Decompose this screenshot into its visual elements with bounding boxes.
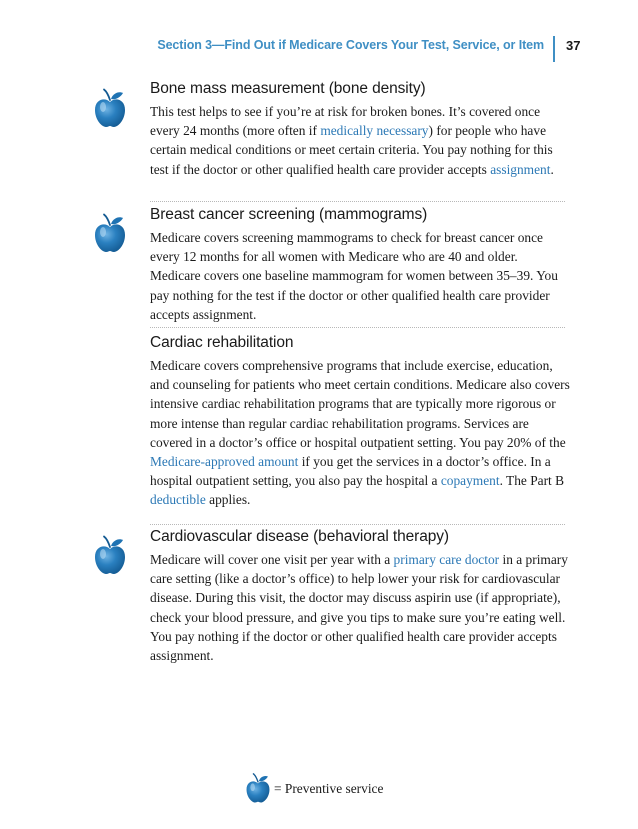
section-body: Medicare covers screening mammograms to check for breast cancer once every 12 months for all women with Medicare who are 40 and older. Medicare covers one baseline mammogram for women between 35–39. You pay nothing for the test if the doctor or other qualified health care provider accepts assignment.	[150, 230, 558, 322]
section-title: Section 3—Find Out if Medicare Covers Your Test, Service, or Item	[157, 38, 544, 52]
section-heading: Breast cancer screening (mammograms)	[150, 206, 428, 223]
divider	[150, 327, 565, 328]
section-breast-cancer	[150, 206, 570, 324]
section-cardiac-rehab	[150, 334, 570, 510]
header-divider	[553, 36, 555, 62]
legend-text: = Preventive service	[274, 781, 384, 796]
medicare-approved-amount-link[interactable]: Medicare-approved amount	[150, 454, 299, 470]
divider	[150, 201, 565, 202]
page-number: 37	[566, 38, 581, 53]
section-body: Medicare covers comprehensive programs that include exercise, education, and counseling for patients who meet certain conditions. Medicare also covers intensive cardiac rehabilitation programs that are typically more rigorous or more intense than regular cardiac rehabilitation programs. Services are covered in a doctor’s office or hospital outpatient setting. You pay 20% of the Medicare-approved amount if you get the services in a doctor’s office. In a hospital outpatient setting, you also pay the hospital a copayment. The Part B deductible applies.	[150, 358, 570, 508]
medically-necessary-link[interactable]: medically necessary	[320, 123, 429, 139]
section-heading: Cardiovascular disease (behavioral therapy)	[150, 528, 449, 545]
apple-icon	[93, 535, 127, 575]
primary-care-doctor-link[interactable]: primary care doctor	[393, 552, 500, 567]
assignment-link[interactable]: assignment	[490, 161, 551, 177]
page-header	[0, 36, 638, 62]
section-body: This test helps to see if you’re at risk for broken bones. It’s covered once every 24 months (more often if medically necessary) for people who have certain medical conditions or meet certain criteria. You pay nothing for this test if the doctor or other qualified health care provider accepts assignment.	[150, 104, 554, 177]
divider	[150, 524, 565, 525]
deductible-link[interactable]: deductible	[150, 492, 206, 508]
section-heading: Cardiac rehabilitation	[150, 334, 294, 351]
section-bone-mass	[150, 80, 570, 179]
apple-icon	[245, 772, 271, 804]
apple-icon	[93, 88, 127, 128]
copayment-link[interactable]: copayment	[440, 473, 500, 489]
section-cardiovascular	[150, 528, 570, 665]
section-heading: Bone mass measurement (bone density)	[150, 80, 426, 97]
apple-icon	[93, 213, 127, 253]
section-body: Medicare will cover one visit per year with a primary care doctor in a primary care setting (like a doctor’s office) to help lower your risk for cardiovascular disease. During this visit, the doctor may discuss aspirin use (if appropriate), check your blood pressure, and give you tips to make sure you’re eating well. You pay nothing if the doctor or other qualified health care provider accepts assignment.	[150, 552, 568, 664]
